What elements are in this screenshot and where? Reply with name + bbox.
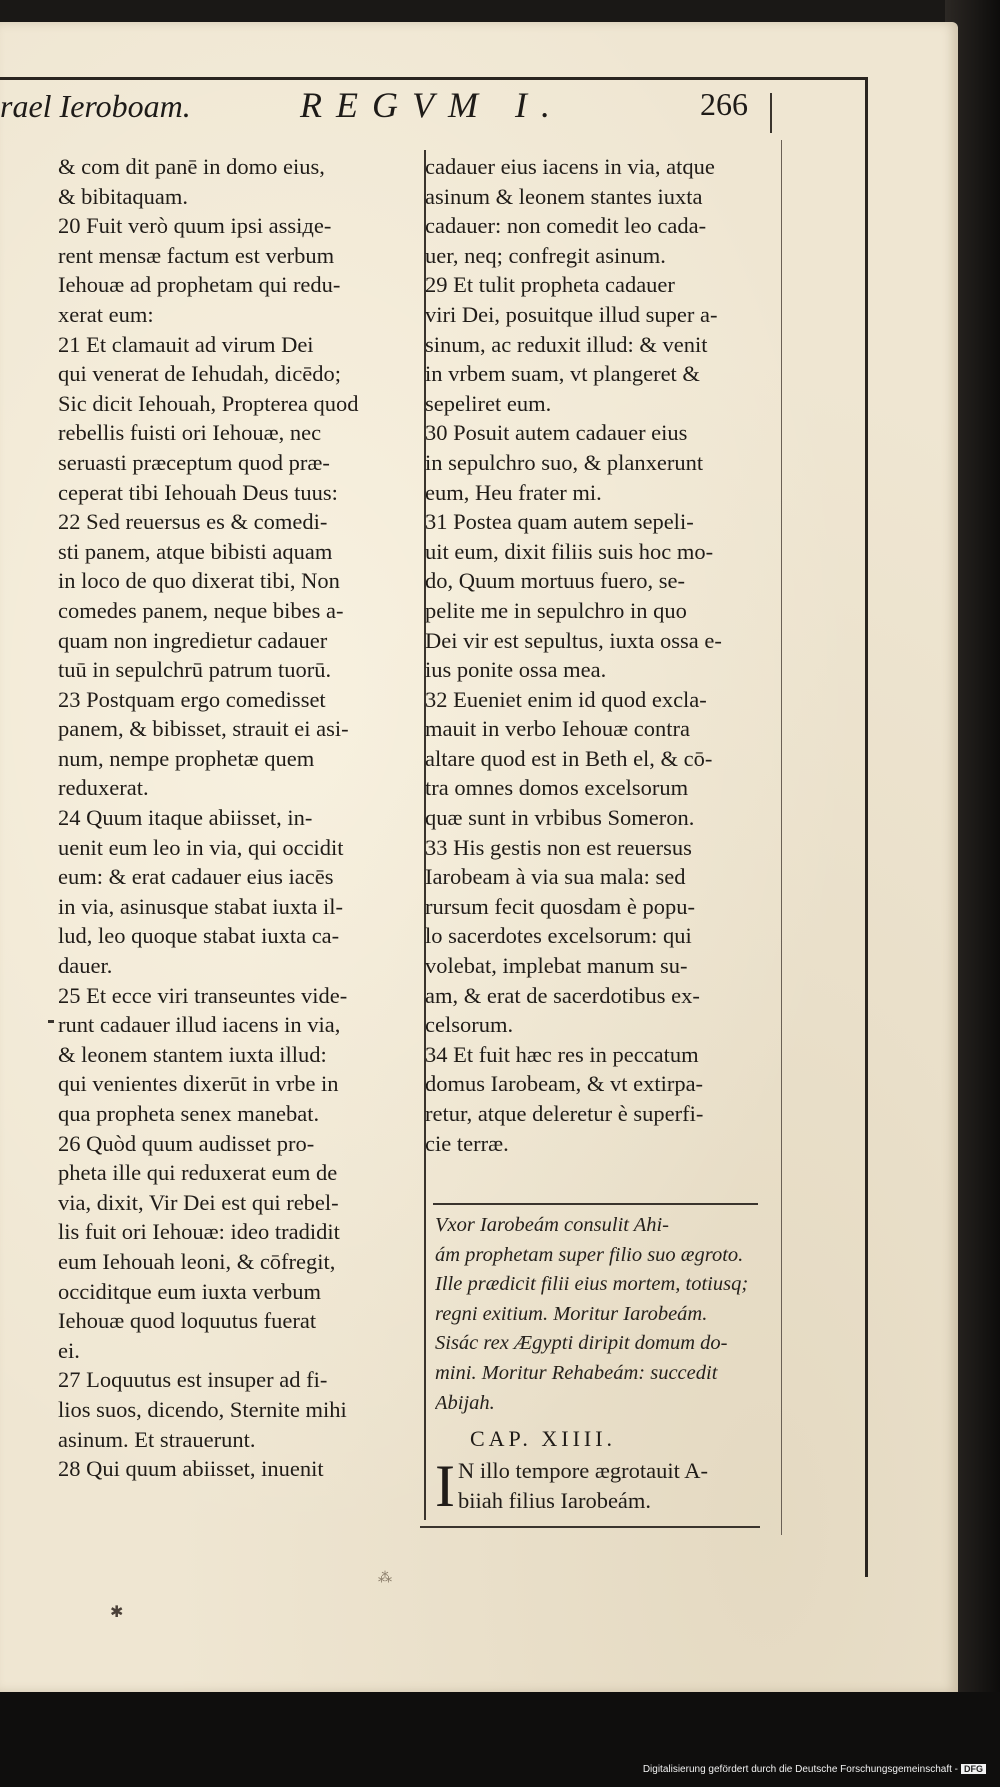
text-line: mini. Moritur Rehabeám: succedit [435, 1361, 718, 1384]
text-line: 29 Et tulit propheta cadauer [425, 272, 675, 298]
digitization-credit [643, 1764, 986, 1775]
credit-text: Digitalisierung gefördert durch die Deutsche Forschungsgemeinschaft - [642, 1764, 958, 1775]
text-line: 34 Et fuit hæc res in peccatum [425, 1041, 699, 1067]
running-head-title: REGVM I. [300, 85, 564, 125]
text-line: 27 Loquutus est insuper ad fi- [58, 1367, 328, 1393]
text-line: cie terræ. [425, 1130, 509, 1156]
text-line: Vxor Iarobeám consulit Ahi- [435, 1214, 670, 1236]
header-rule [0, 77, 868, 80]
text-line: 30 Posuit autem cadauer eius [425, 420, 688, 446]
text-line: comedes panem, neque bibes a- [58, 597, 344, 623]
text-line: uenit eum leo in via, qui occidit [58, 834, 344, 860]
ink-spot: ✱ [110, 1604, 124, 1621]
dfg-logo: DFG [961, 1764, 986, 1774]
text-line: uer, neq; confregit asinum. [425, 242, 666, 268]
text-line: dauer. [58, 953, 113, 979]
text-line: & leonem stantem iuxta illud: [58, 1041, 327, 1067]
text-line: domus Iarobeam, & vt extirpa- [425, 1071, 704, 1097]
page-number: 266 [700, 86, 748, 122]
text-line: cadauer eius iacens in via, atque [425, 154, 715, 179]
text-line: lud, leo quoque stabat iuxta ca- [58, 923, 340, 949]
text-line: via, dixit, Vir Dei est qui rebel- [58, 1189, 339, 1215]
text-line: pheta ille qui reduxerat eum de [58, 1160, 338, 1186]
left-column [58, 152, 420, 1484]
text-line: qua propheta senex manebat. [58, 1101, 320, 1126]
text-line: Sisác rex Ægypti diripit domum do- [435, 1332, 728, 1355]
text-line: eum Iehouah leoni, & cōfregit, [58, 1248, 336, 1274]
text-line: rebellis fuisti ori Iehouæ, nec [58, 420, 322, 446]
text-line: & bibitaquam. [58, 183, 188, 209]
text-line: sepeliret eum. [425, 390, 552, 416]
text-line: asinum. Et strauerunt. [58, 1426, 256, 1452]
text-line: uit eum, dixit filiis suis hoc mo- [425, 538, 714, 564]
text-line: seruasti præceptum quod præ- [58, 449, 330, 475]
text-line: in loco de quo dixerat tibi, Non [58, 568, 340, 594]
text-line: 32 Eueniet enim id quod excla- [425, 686, 707, 712]
text-line: regni exitium. Moritur Iarobeám. [435, 1302, 708, 1325]
text-line: volebat, implebat manum su- [425, 953, 688, 979]
text-line: 31 Postea quam autem sepeli- [425, 509, 694, 535]
text-line: Iehouæ quod loquutus fuerat [58, 1308, 317, 1334]
text-line: lis fuit ori Iehouæ: ideo tradidit [58, 1219, 340, 1245]
text-line: tuū in sepulchrū patrum tuorū. [58, 657, 332, 683]
margin-line [781, 140, 782, 1535]
right-column [425, 152, 780, 1158]
text-line: 23 Postquam ergo comedisset [58, 686, 326, 712]
text-line: Sic dicit Iehouah, Propterea quod [58, 390, 359, 416]
text-line: retur, atque deleretur è superfi- [425, 1101, 704, 1126]
margin-mark [48, 1020, 54, 1023]
text-line: lo sacerdotes excelsorum: qui [425, 923, 692, 949]
text-line: qui venerat de Iehudah, dicēdo; [58, 361, 342, 387]
text-line: ei. [58, 1337, 80, 1363]
text-line: mauit in verbo Iehouæ contra [425, 716, 690, 742]
text-line: occiditque eum iuxta verbum [58, 1278, 322, 1304]
text-line: 33 His gestis non est reuersus [425, 834, 692, 860]
text-line: sinum, ac reduxit illud: & venit [425, 331, 708, 357]
text-line: pelite me in sepulchro in quo [425, 597, 687, 623]
text-line: cadauer: non comedit leo cada- [425, 213, 707, 239]
text-line: asinum & leonem stantes iuxta [425, 183, 703, 209]
text-line: quam non ingredietur cadauer [58, 627, 328, 653]
text-line: 28 Qui quum abiisset, inuenit [58, 1456, 324, 1482]
text-line: & com dit panē in domo eius, [58, 154, 325, 179]
text-line: Iehouæ ad prophetam qui redu- [58, 272, 341, 298]
text-line: 21 Et clamauit ad virum Dei [58, 331, 314, 357]
text-line: ius ponite ossa mea. [425, 657, 607, 683]
text-line: am, & erat de sacerdotibus ex- [425, 982, 700, 1008]
text-line: ceperat tibi Iehouah Deus tuus: [58, 479, 338, 505]
text-line: rursum fecit quosdam è popu- [425, 893, 695, 919]
margin-tick [770, 93, 772, 133]
text-line: 22 Sed reuersus es & comedi- [58, 509, 328, 535]
text-line: altare quod est in Beth el, & cō- [425, 745, 713, 771]
text-line: rent mensæ factum est verbum [58, 242, 335, 268]
text-line: 20 Fuit verò quum ipsi assiде- [58, 213, 332, 239]
text-line: tra omnes domos excelsorum [425, 775, 689, 801]
text-line: 25 Et ecce viri transeuntes vide- [58, 982, 348, 1008]
text-line: Ille prædicit filii eius mortem, totiusq; [435, 1273, 749, 1296]
text-line: reduxerat. [58, 775, 149, 801]
text-line: 24 Quum itaque abiisset, in- [58, 805, 313, 831]
text-line: quæ sunt in vrbibus Someron. [425, 805, 695, 831]
text-line: 26 Quòd quum audisset pro- [58, 1130, 315, 1156]
text-line: lios suos, dicendo, Sternite mihi [58, 1396, 347, 1422]
text-line: eum: & erat cadauer eius iacēs [58, 864, 334, 890]
text-line: in vrbem suam, vt plangeret & [425, 361, 700, 387]
text-line: Iarobeam à via sua mala: sed [425, 864, 686, 890]
drop-capital: I [435, 1453, 455, 1519]
text-line: Dei vir est sepultus, iuxta ossa e- [425, 627, 722, 653]
text-line: num, nempe prophetæ quem [58, 745, 315, 771]
chapter-title: CAP. XIIII. [470, 1426, 617, 1451]
text-line: xerat eum: [58, 301, 154, 327]
text-line: runt cadauer illud iacens in via, [58, 1012, 341, 1038]
text-line: Abijah. [435, 1391, 495, 1414]
summary-top-rule [433, 1203, 758, 1205]
bottom-rule [420, 1526, 760, 1528]
right-margin-rule [865, 77, 868, 1577]
text-line: ám prophetam super filio suo ægroto. [435, 1243, 744, 1266]
text-line: do, Quum mortuus fuero, se- [425, 568, 685, 594]
text-line: celsorum. [425, 1012, 514, 1038]
chapter-summary [435, 1211, 775, 1418]
text-line: in via, asinusque stabat iuxta il- [58, 893, 343, 919]
faint-mark: ⁂ [378, 1571, 392, 1586]
running-head-left: rael Ieroboam. [0, 88, 191, 124]
text-line: sti panem, atque bibisti aquam [58, 538, 333, 564]
text-line: qui venientes dixerūt in vrbe in [58, 1071, 339, 1097]
text-line: viri Dei, posuitque illud super a- [425, 301, 718, 327]
text-line: panem, & bibisset, strauit ei asi- [58, 716, 349, 742]
text-line: in sepulchro suo, & planxerunt [425, 449, 704, 475]
chapter-line: biiah filius Iarobeám. [457, 1487, 652, 1513]
chapter-line: N illo tempore ægrotauit A- [457, 1458, 708, 1483]
text-line: eum, Heu frater mi. [425, 479, 602, 505]
chapter-opening [435, 1453, 775, 1519]
